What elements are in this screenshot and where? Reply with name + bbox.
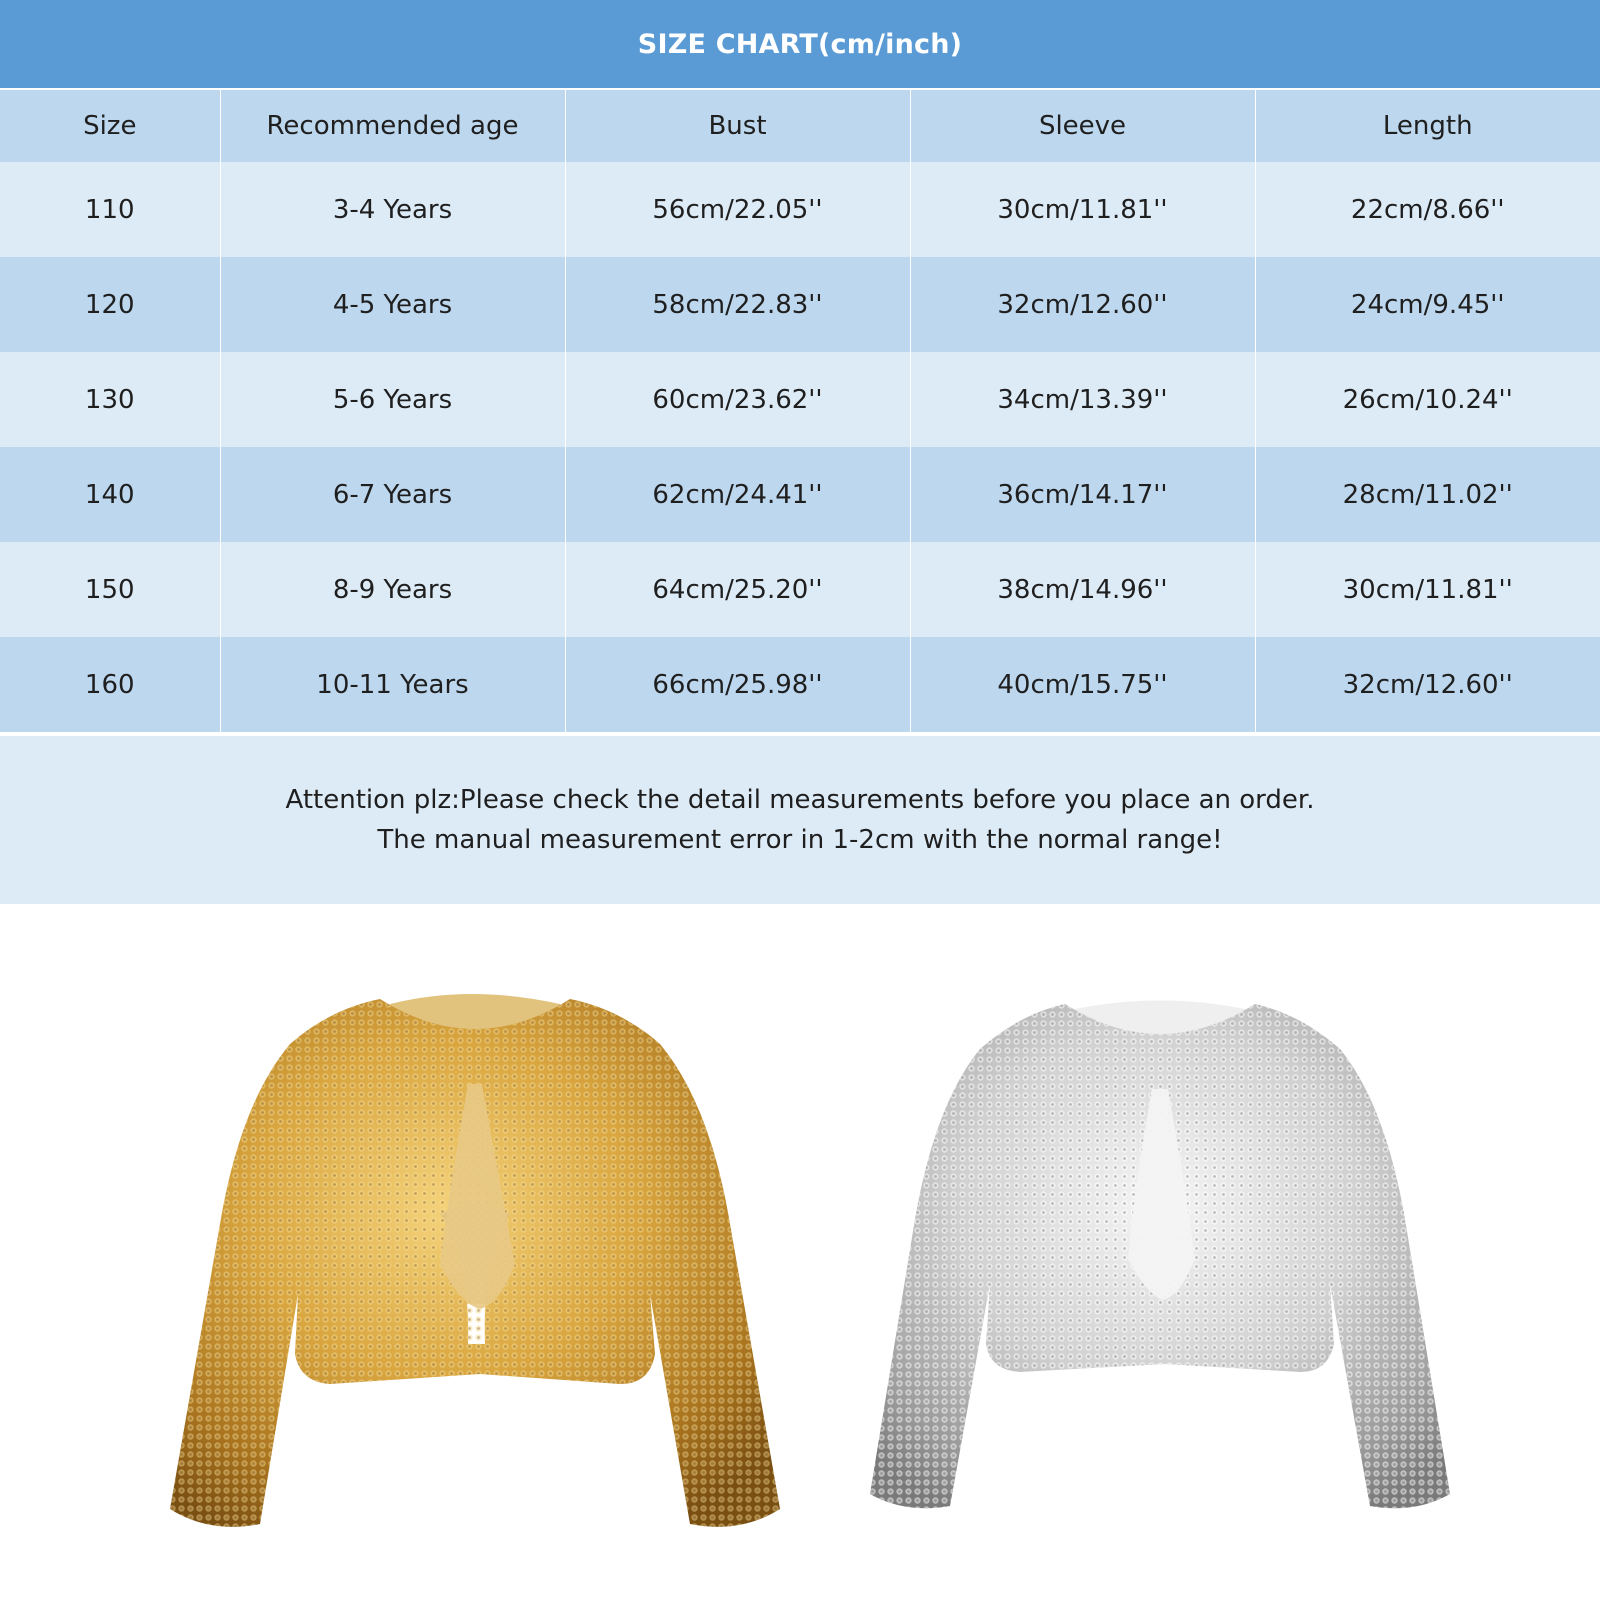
cell-sleeve: 34cm/13.39''	[910, 352, 1255, 447]
cell-length: 22cm/8.66''	[1255, 162, 1600, 257]
note-line-1: Attention plz:Please check the detail measurements before you place an order.	[285, 785, 1315, 815]
table-row	[0, 352, 1600, 447]
cell-age: 5-6 Years	[220, 352, 565, 447]
header-recommended-age: Recommended age	[220, 90, 565, 162]
cell-age: 6-7 Years	[220, 447, 565, 542]
header-sleeve: Sleeve	[910, 90, 1255, 162]
header-size: Size	[0, 90, 220, 162]
cell-length: 32cm/12.60''	[1255, 637, 1600, 732]
cell-bust: 60cm/23.62''	[565, 352, 910, 447]
header-length: Length	[1255, 90, 1600, 162]
cell-bust: 64cm/25.20''	[565, 542, 910, 637]
size-chart-table	[0, 90, 1600, 732]
cell-bust: 56cm/22.05''	[565, 162, 910, 257]
cell-size: 150	[0, 542, 220, 637]
cell-age: 10-11 Years	[220, 637, 565, 732]
header-bust: Bust	[565, 90, 910, 162]
cell-sleeve: 38cm/14.96''	[910, 542, 1255, 637]
cell-length: 28cm/11.02''	[1255, 447, 1600, 542]
size-chart-title: SIZE CHART(cm/inch)	[0, 0, 1600, 88]
table-row	[0, 162, 1600, 257]
cell-bust: 66cm/25.98''	[565, 637, 910, 732]
cell-age: 3-4 Years	[220, 162, 565, 257]
cell-bust: 58cm/22.83''	[565, 257, 910, 352]
cell-size: 160	[0, 637, 220, 732]
cell-length: 24cm/9.45''	[1255, 257, 1600, 352]
cell-sleeve: 30cm/11.81''	[910, 162, 1255, 257]
cell-bust: 62cm/24.41''	[565, 447, 910, 542]
cell-sleeve: 32cm/12.60''	[910, 257, 1255, 352]
table-row	[0, 542, 1600, 637]
table-row	[0, 447, 1600, 542]
table-row	[0, 257, 1600, 352]
gold-sequin-jacket-icon	[150, 964, 800, 1534]
note-line-2: The manual measurement error in 1-2cm with the normal range!	[377, 825, 1223, 855]
cell-size: 110	[0, 162, 220, 257]
silver-sequin-jacket-icon	[850, 974, 1470, 1514]
table-header-row	[0, 90, 1600, 162]
cell-sleeve: 36cm/14.17''	[910, 447, 1255, 542]
cell-length: 30cm/11.81''	[1255, 542, 1600, 637]
cell-sleeve: 40cm/15.75''	[910, 637, 1255, 732]
cell-age: 8-9 Years	[220, 542, 565, 637]
cell-length: 26cm/10.24''	[1255, 352, 1600, 447]
attention-note	[0, 736, 1600, 904]
cell-age: 4-5 Years	[220, 257, 565, 352]
table-row	[0, 637, 1600, 732]
cell-size: 130	[0, 352, 220, 447]
cell-size: 140	[0, 447, 220, 542]
product-photos	[0, 904, 1600, 1600]
cell-size: 120	[0, 257, 220, 352]
